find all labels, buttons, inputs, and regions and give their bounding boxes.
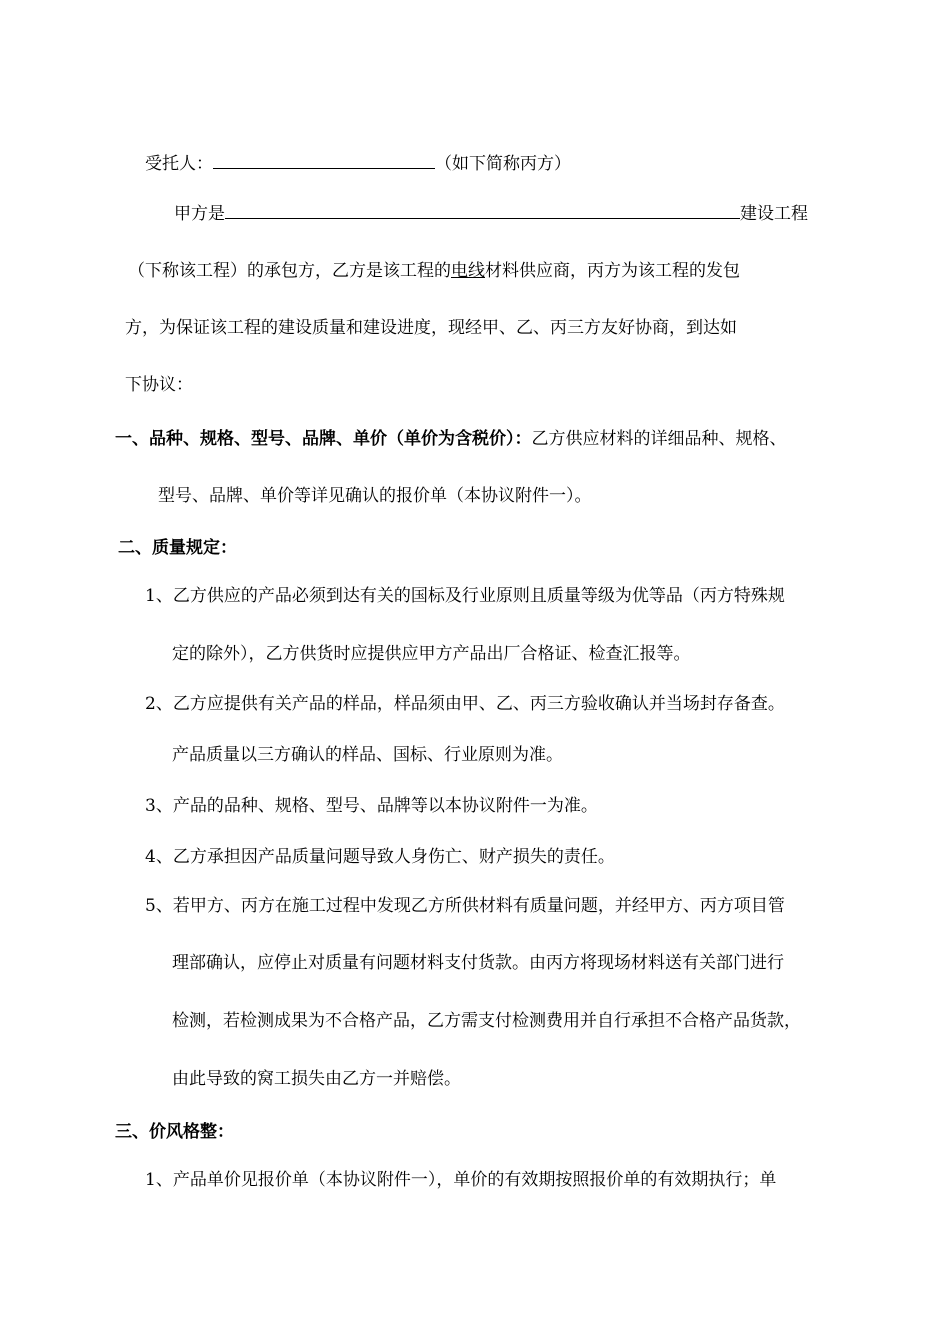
- section1-line2: 型号、品牌、单价等详见确认的报价单（本协议附件一）。: [158, 486, 592, 506]
- party-a-suffix: 建设工程: [740, 204, 808, 224]
- section2-item2-line1: 2、乙方应提供有关产品的样品，样品须由甲、乙、丙三方验收确认并当场封存备查。: [145, 694, 785, 714]
- trustee-label: 受托人：: [145, 154, 213, 174]
- intro-text: 材料供应商，丙方为该工程的发包: [485, 261, 740, 281]
- intro-line-4: 方，为保证该工程的建设质量和建设进度，现经甲、乙、丙三方友好协商，到达如: [125, 318, 737, 338]
- section2-heading: 二、质量规定：: [118, 538, 237, 558]
- section2-item5-line1: 5、若甲方、丙方在施工过程中发现乙方所供材料有质量问题，并经甲方、丙方项目管: [145, 896, 785, 916]
- section2-item4: 4、乙方承担因产品质量问题导致人身伤亡、财产损失的责任。: [145, 847, 615, 867]
- intro-line-3: [128, 259, 740, 283]
- section2-item1-line1: 1、乙方供应的产品必须到达有关的国标及行业原则且质量等级为优等品（丙方特殊规: [145, 586, 785, 606]
- trustee-blank: [213, 150, 435, 169]
- section2-item5-line2: 理部确认，应停止对质量有问题材料支付货款。由丙方将现场材料送有关部门进行: [172, 953, 784, 973]
- party-a-blank: [225, 200, 740, 219]
- section2-item3: 3、产品的品种、规格、型号、品牌等以本协议附件一为准。: [145, 796, 598, 816]
- section3-item1-line1: 1、产品单价见报价单（本协议附件一），单价的有效期按照报价单的有效期执行；单: [145, 1170, 777, 1190]
- intro-line-5: 下协议：: [125, 375, 193, 395]
- party-a-label: 甲方是: [174, 204, 225, 224]
- material-type: 电线: [451, 261, 485, 281]
- intro-text: （下称该工程）的承包方，乙方是该工程的: [128, 261, 451, 281]
- trustee-suffix: （如下简称丙方）: [435, 154, 571, 174]
- section2-item5-line3: 检测，若检测成果为不合格产品，乙方需支付检测费用并自行承担不合格产品货款，: [172, 1011, 801, 1031]
- section1-text: 乙方供应材料的详细品种、规格、: [531, 429, 787, 449]
- section2-item1-line2: 定的除外），乙方供货时应提供应甲方产品出厂合格证、检查汇报等。: [172, 644, 691, 664]
- section2-item5-line4: 由此导致的窝工损失由乙方一并赔偿。: [172, 1069, 461, 1089]
- section1-heading: 一、品种、规格、型号、品牌、单价（单价为含税价）：: [115, 429, 532, 449]
- section1-line1: [115, 427, 787, 451]
- party-a-line: [174, 200, 808, 226]
- section2-item2-line2: 产品质量以三方确认的样品、国标、行业原则为准。: [172, 745, 563, 765]
- section3-heading: 三、价风格整：: [115, 1122, 234, 1142]
- trustee-line: [145, 150, 571, 176]
